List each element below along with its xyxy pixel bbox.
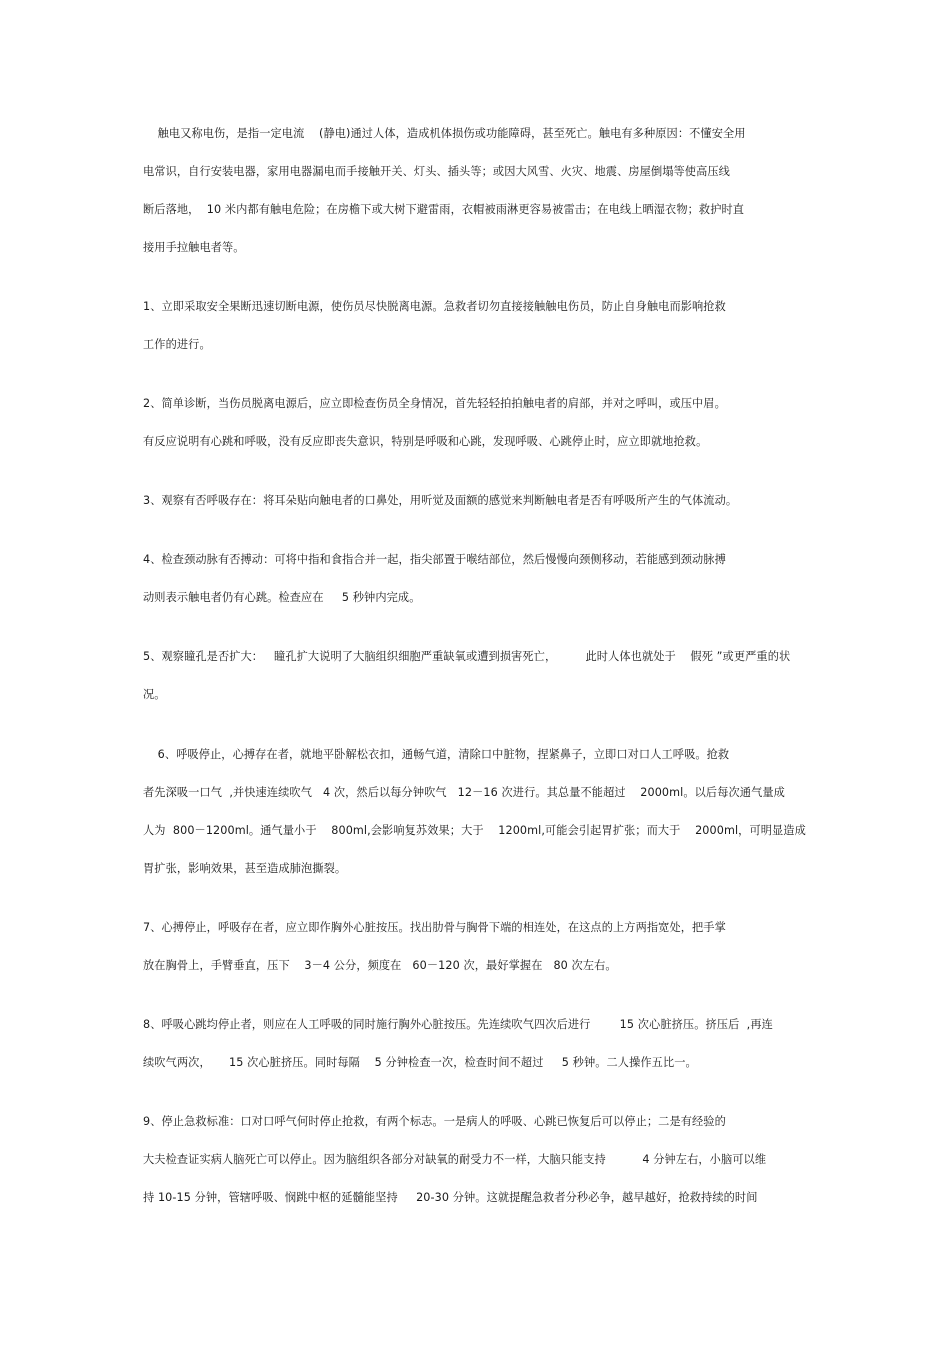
item-1-line-2: 工作的进行。 xyxy=(143,338,211,351)
item-2-line-2: 有反应说明有心跳和呼吸，没有反应即丧失意识，特别是呼吸和心跳，发现呼吸、心跳停止时，应立即就地抢救。 xyxy=(143,435,708,448)
item-1-line-1: 1、立即采取安全果断迅速切断电源，使伤员尽快脱离电源。急救者切勿直接接触触电伤员，防止自身触电而影响抢救 xyxy=(143,300,726,313)
item-4-line-2: 动则表示触电者仍有心跳。检查应在 5 秒钟内完成。 xyxy=(143,591,421,604)
item-5-line-1: 5、观察瞳孔是否扩大： 瞳孔扩大说明了大脑组织细胞严重缺氧或遭到损害死亡， 此时人体也就处于 假死 ”或更严重的状 xyxy=(143,650,791,663)
item-8-line-2: 续吹气两次， 15 次心脏挤压。同时每隔 5 分钟检查一次，检查时间不超过 5 秒钟。二人操作五比一。 xyxy=(143,1056,697,1069)
item-6-line-4: 胃扩张，影响效果，甚至造成肺泡撕裂。 xyxy=(143,862,347,875)
item-2-line-1: 2、简单诊断，当伤员脱离电源后，应立即检查伤员全身情况，首先轻轻拍拍触电者的肩部，并对之呼叫，或压中眉。 xyxy=(143,397,726,410)
item-3-line-1: 3、观察有否呼吸存在：将耳朵贴向触电者的口鼻处，用听觉及面额的感觉来判断触电者是否有呼吸所产生的气体流动。 xyxy=(143,494,738,507)
intro-line-3: 断后落地， 10 米内都有触电危险；在房檐下或大树下避雷雨，衣帽被雨淋更容易被雷击；在电线上晒湿衣物；救护时直 xyxy=(143,203,745,216)
item-9-line-3: 持 10-15 分钟，管辖呼吸、悯跳中枢的延髓能坚持 20-30 分钟。这就提醒急救者分秒必争，越早越好，抢救持续的时间 xyxy=(143,1191,758,1204)
item-6-line-2: 者先深吸一口气 ,并快速连续吹气 4 次，然后以每分钟吹气 12－16 次进行。其总量不能超过 2000ml。以后每次通气量成 xyxy=(143,786,785,799)
item-9-line-1: 9、停止急救标准：口对口呼气何时停止抢救，有两个标志。一是病人的呼吸、心跳已恢复后可以停止；二是有经验的 xyxy=(143,1115,726,1128)
intro-line-2: 电常识，自行安装电器，家用电器漏电而手接触开关、灯头、插头等；或因大风雪、火灾、地震、房屋倒塌等使高压线 xyxy=(143,165,730,178)
item-5-line-2: 况。 xyxy=(143,688,166,701)
intro-line-4: 接用手拉触电者等。 xyxy=(143,241,245,254)
item-9-line-2: 大夫检查证实病人脑死亡可以停止。因为脑组织各部分对缺氧的耐受力不一样，大脑只能支持 4 分钟左右，小脑可以维 xyxy=(143,1153,767,1166)
item-4-line-1: 4、检查颈动脉有否搏动：可将中指和食指合并一起，指尖部置于喉结部位，然后慢慢向颈侧移动，若能感到颈动脉搏 xyxy=(143,553,726,566)
item-8-line-1: 8、呼吸心跳均停止者，则应在人工呼吸的同时施行胸外心脏按压。先连续吹气四次后进行 15 次心脏挤压。挤压后 ,再连 xyxy=(143,1018,773,1031)
item-7-line-1: 7、心搏停止，呼吸存在者，应立即作胸外心脏按压。找出肋骨与胸骨下端的相连处，在这点的上方两指宽处，把手掌 xyxy=(143,921,726,934)
item-6-line-3: 人为 800－1200ml。通气量小于 800ml,会影响复苏效果；大于 1200ml,可能会引起胃扩张；而大于 2000ml，可明显造成 xyxy=(143,824,806,837)
item-7-line-2: 放在胸骨上，手臂垂直，压下 3－4 公分，频度在 60－120 次，最好掌握在 80 次左右。 xyxy=(143,959,617,972)
item-6-line-1: 6、呼吸停止，心搏存在者，就地平卧解松衣扣，通畅气道，清除口中脏物，捏紧鼻子，立即口对口人工呼吸。抢救 xyxy=(143,748,730,761)
intro-line-1: 触电又称电伤，是指一定电流 (静电)通过人体，造成机体损伤或功能障碍，甚至死亡。触电有多种原因：不懂安全用 xyxy=(143,127,746,140)
